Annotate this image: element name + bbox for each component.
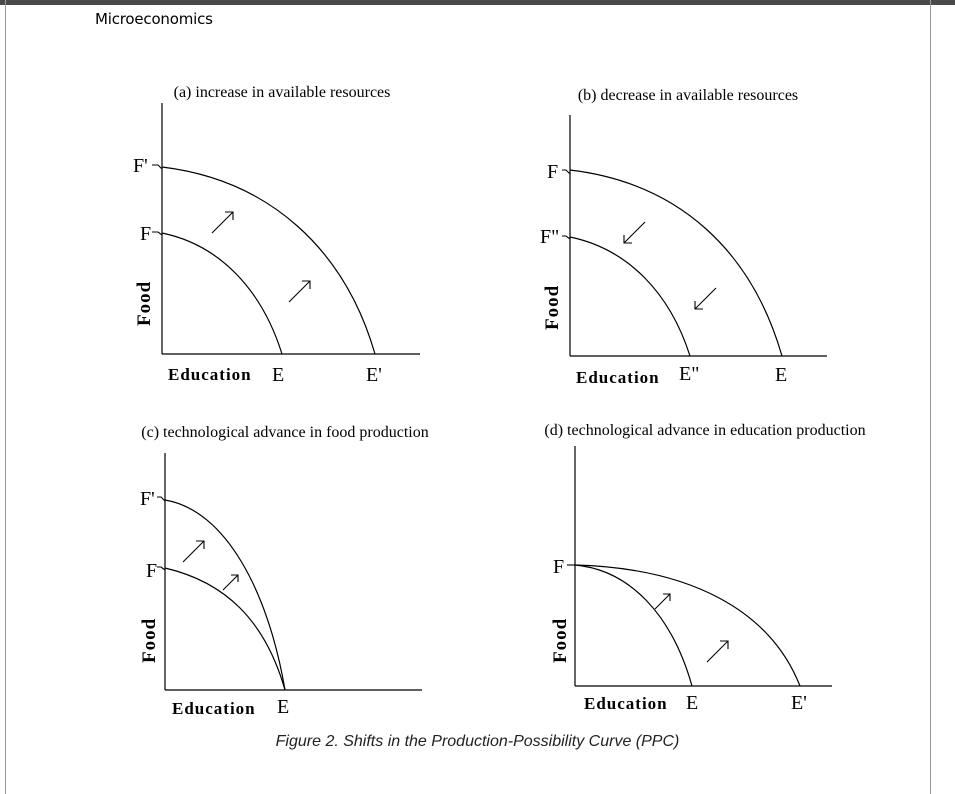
panel-a-tick-e: E [272,364,285,386]
panel-d-tick-e-prime: E' [791,692,807,714]
panel-b-tick-e-double-prime: E" [679,363,700,385]
panel-c-y-label: Food [139,617,160,663]
panel-b-tick-f: F [547,161,559,183]
panel-a-curve-inner [162,233,282,354]
panel-d-tick-f: F [553,556,565,578]
panel-a-tick-e-prime: E' [366,364,382,386]
header-title: Microeconomics [95,10,213,28]
panel-a-tick-mark [152,232,162,235]
panel-a-arrow-upper [212,212,233,233]
panel-c-x-label: Education [172,699,256,718]
panel-b-curve-outer [570,170,782,356]
panel-c [139,424,429,718]
panel-b-curve-inner [570,237,690,356]
panel-a-tick-mark [152,165,162,169]
panel-b-tick-mark [562,170,570,174]
panel-c-arrow-upper [183,541,204,562]
panel-b-tick-f-double-prime: F" [540,226,560,248]
panel-b-arrow-upper [624,222,645,243]
panel-a-tick-f: F [140,223,152,245]
panel-c-tick-f-prime: F' [140,488,155,510]
panel-d-arrow-lower [707,641,728,662]
figure-caption: Figure 2. Shifts in the Production-Possibility Curve (PPC) [275,733,680,750]
panel-d-arrow-upper [655,594,670,609]
panel-a-tick-f-prime: F' [133,155,148,177]
panel-c-arrow-lower [223,575,238,590]
panel-c-tick-f: F [146,560,158,582]
panel-d-title: (d) technological advance in education production [544,422,866,439]
panel-d-x-label: Education [584,694,668,713]
panel-a-arrow-lower [289,281,310,302]
panel-c-tick-mark [157,567,165,570]
panel-c-curve-inner [165,568,285,690]
panel-b-y-label: Food [542,284,563,330]
panel-a-x-label: Education [168,365,252,384]
panel-a-title: (a) increase in available resources [173,84,391,101]
panel-d [544,422,865,714]
panel-d-y-label: Food [550,617,571,663]
panel-c-tick-mark [157,497,165,501]
panel-d-curve-outer [575,565,800,686]
panel-c-tick-e: E [277,696,290,718]
panel-a [133,84,420,386]
panel-a-y-label: Food [134,280,155,326]
panel-d-tick-e: E [686,692,699,714]
panel-a-curve-outer [162,167,375,354]
panel-b [540,87,827,387]
panel-c-title: (c) technological advance in food production [141,424,429,441]
panel-b-x-label: Education [576,368,660,387]
panel-b-title: (b) decrease in available resources [577,87,799,104]
panel-b-tick-e: E [775,364,788,386]
panel-b-tick-mark [562,236,570,239]
panel-d-curve-inner [575,565,692,686]
panel-b-arrow-lower [695,288,716,309]
